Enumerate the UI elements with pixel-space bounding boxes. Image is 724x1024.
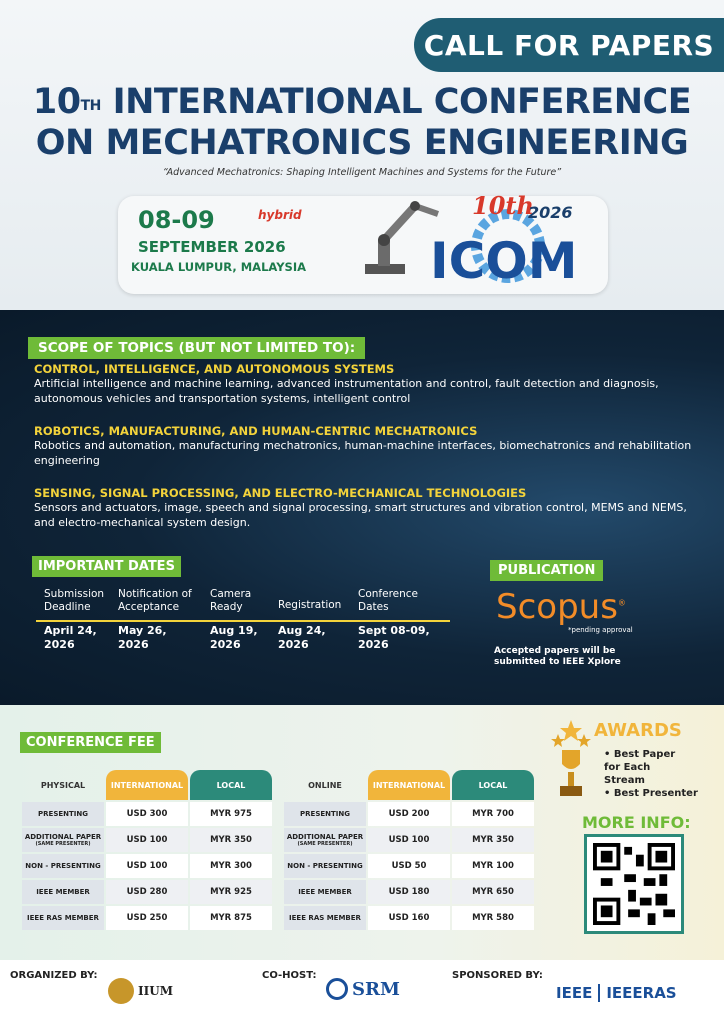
online-label: ONLINE: [308, 780, 342, 790]
logo-divider: [598, 984, 600, 1002]
topic-section: [34, 362, 710, 406]
fee-local: MYR 580: [452, 906, 534, 930]
srm-logo: [326, 978, 400, 1000]
awards-list: [604, 748, 698, 800]
fee-intl: USD 100: [106, 854, 188, 878]
physical-fee-table: [20, 768, 274, 932]
title-superscript: TH: [80, 98, 101, 114]
event-month: SEPTEMBER 2026: [138, 238, 286, 256]
call-for-papers-banner: CALL FOR PAPERS: [414, 18, 724, 72]
date-value: Sept 08-09, 2026: [358, 624, 430, 651]
organized-by-label: ORGANIZED BY:: [10, 970, 98, 981]
topic-section: [34, 486, 710, 530]
event-days: 08-09: [138, 206, 215, 234]
date-value: Aug 19, 2026: [210, 624, 258, 651]
date-value: Aug 24, 2026: [278, 624, 326, 651]
cohost-label: CO-HOST:: [262, 970, 317, 981]
conference-title: [0, 82, 724, 164]
icom-logo: [360, 188, 590, 288]
logo-year: 2026: [528, 203, 573, 222]
fee-intl: USD 250: [106, 906, 188, 930]
fee-intl: USD 300: [106, 802, 188, 826]
intl-header: INTERNATIONAL: [368, 770, 450, 800]
conference-fee-heading: CONFERENCE FEE: [20, 732, 161, 753]
topic-title: CONTROL, INTELLIGENCE, AND AUTONOMOUS SYSTEMS: [34, 362, 395, 376]
topic-section: [34, 424, 710, 468]
header-section: [0, 0, 724, 310]
topic-body: Robotics and automation, manufacturing mechatronics, human-machine interfaces, biomechatronics and rehabilitation engineering: [34, 439, 692, 467]
logo-name: ICOM: [430, 232, 578, 288]
date-label: Camera Ready: [210, 588, 252, 613]
hybrid-label: hybrid: [258, 208, 302, 222]
fee-category: ADDITIONAL PAPER (SAME PRESENTER): [22, 828, 104, 852]
event-place: KUALA LUMPUR, MALAYSIA: [131, 260, 306, 274]
fee-local: MYR 975: [190, 802, 272, 826]
trophy-icon: [548, 716, 594, 806]
iium-text: IIUM: [138, 984, 173, 998]
fee-category: NON - PRESENTING: [284, 854, 366, 878]
more-info-heading: MORE INFO:: [582, 813, 691, 832]
topic-body: Sensors and actuators, image, speech and signal processing, smart structures and vibration control, MEMS and NEMS, and electro-mechanical system design.: [34, 501, 687, 529]
ieee-text: IEEE: [556, 984, 593, 1002]
date-value: May 26, 2026: [118, 624, 167, 651]
ieee-xplore-note: Accepted papers will be submitted to IEEE Xplore: [494, 646, 621, 667]
fee-local: MYR 350: [190, 828, 272, 852]
logo-ordinal: 10th: [472, 191, 534, 220]
fee-local: MYR 350: [452, 828, 534, 852]
local-header: LOCAL: [190, 770, 272, 800]
publication-heading: PUBLICATION: [490, 560, 603, 581]
srm-emblem-icon: [326, 978, 348, 1000]
local-header: LOCAL: [452, 770, 534, 800]
fee-category: IEEE RAS MEMBER: [22, 906, 104, 930]
award-item: • Best Paper for Each Stream: [604, 749, 676, 786]
date-label: Conference Dates: [358, 588, 419, 613]
topic-body: Artificial intelligence and machine learning, advanced instrumentation and control, fault detection and diagnosis, autonomous vehicles and transportation systems, intelligent control: [34, 377, 659, 405]
srm-text: SRM: [352, 978, 400, 1000]
title-line1: INTERNATIONAL CONFERENCE: [112, 82, 692, 122]
fee-category: NON - PRESENTING: [22, 854, 104, 878]
topic-title: ROBOTICS, MANUFACTURING, AND HUMAN-CENTRIC MECHATRONICS: [34, 424, 478, 438]
event-date-card: [118, 191, 608, 294]
fee-category: PRESENTING: [284, 802, 366, 826]
date-label: Registration: [278, 599, 342, 611]
fee-intl: USD 200: [368, 802, 450, 826]
scopus-reg: ®: [617, 598, 626, 608]
ieee-ras-text: IEEERAS: [606, 984, 677, 1002]
scope-heading: SCOPE OF TOPICS (BUT NOT LIMITED TO):: [28, 337, 365, 359]
fee-intl: USD 100: [368, 828, 450, 852]
award-item: • Best Presenter: [604, 788, 698, 799]
date-item: [358, 588, 438, 652]
topic-title: SENSING, SIGNAL PROCESSING, AND ELECTRO-MECHANICAL TECHNOLOGIES: [34, 486, 527, 500]
fee-intl: USD 100: [106, 828, 188, 852]
title-number: 10: [32, 82, 81, 122]
tagline: “Advanced Mechatronics: Shaping Intelligent Machines and Systems for the Future”: [162, 167, 562, 178]
qr-code[interactable]: [584, 834, 684, 934]
fee-local: MYR 700: [452, 802, 534, 826]
date-value: April 24, 2026: [44, 624, 97, 651]
date-item: [278, 588, 352, 652]
scopus-logo: [496, 587, 626, 627]
date-item: [44, 588, 114, 652]
fee-category: PRESENTING: [22, 802, 104, 826]
iium-logo: [108, 978, 173, 1004]
fee-intl: USD 280: [106, 880, 188, 904]
qr-pattern: [593, 843, 675, 925]
fee-category: IEEE MEMBER: [22, 880, 104, 904]
fee-local: MYR 925: [190, 880, 272, 904]
physical-label: PHYSICAL: [40, 780, 86, 790]
important-dates-heading: IMPORTANT DATES: [32, 556, 181, 577]
fee-category: IEEE MEMBER: [284, 880, 366, 904]
date-label: Submission Deadline: [44, 588, 105, 613]
fee-category: ADDITIONAL PAPER (SAME PRESENTER): [284, 828, 366, 852]
fee-local: MYR 650: [452, 880, 534, 904]
ieee-logos: [556, 984, 677, 1002]
intl-header: INTERNATIONAL: [106, 770, 188, 800]
fee-intl: USD 180: [368, 880, 450, 904]
awards-heading: AWARDS: [594, 720, 682, 741]
date-item: [210, 588, 266, 652]
fee-intl: USD 160: [368, 906, 450, 930]
fee-local: MYR 100: [452, 854, 534, 878]
fee-local: MYR 300: [190, 854, 272, 878]
fee-intl: USD 50: [368, 854, 450, 878]
date-item: [118, 588, 208, 652]
fee-category: IEEE RAS MEMBER: [284, 906, 366, 930]
pending-note: *pending approval: [568, 626, 633, 634]
scopus-text: Scopus: [496, 587, 618, 627]
title-line2: ON MECHATRONICS ENGINEERING: [35, 123, 689, 163]
iium-emblem-icon: [108, 978, 134, 1004]
online-fee-table: [282, 768, 536, 932]
sponsored-label: SPONSORED BY:: [452, 970, 543, 981]
fee-local: MYR 875: [190, 906, 272, 930]
date-label: Notification of Acceptance: [118, 588, 192, 613]
